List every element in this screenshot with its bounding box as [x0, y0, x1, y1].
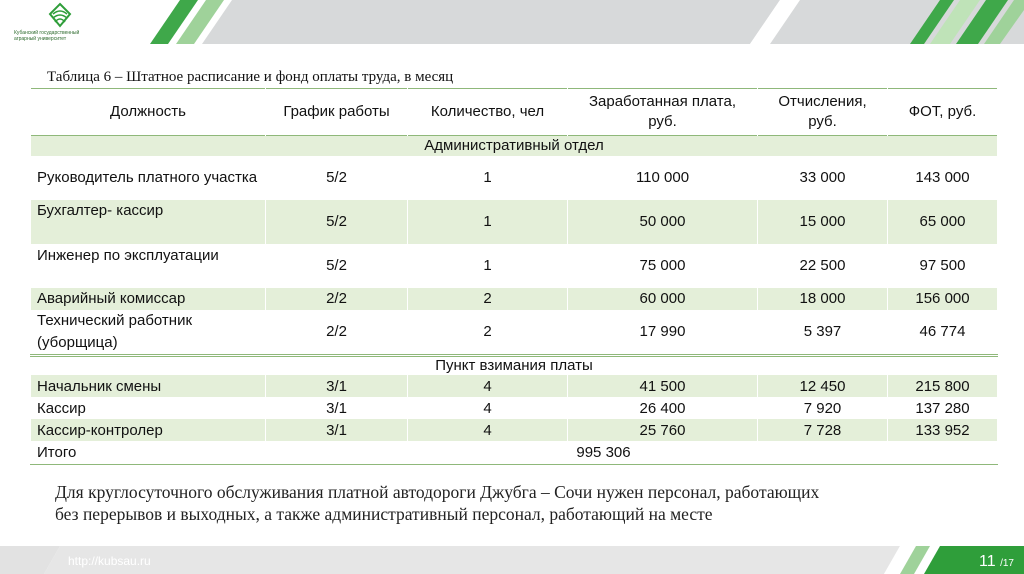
- table-row: [31, 375, 998, 397]
- current-page: 11: [979, 553, 996, 570]
- col-header-salary: Заработанная плата, руб.: [568, 89, 758, 136]
- cell-deductions: 33 000: [758, 156, 888, 200]
- cell-deductions: 15 000: [758, 200, 888, 244]
- cell-schedule: 3/1: [266, 375, 408, 397]
- cell-position: Технический работник (уборщица): [31, 310, 266, 356]
- cell-count: 2: [408, 310, 568, 356]
- cell-count: 1: [408, 156, 568, 200]
- cell-salary: 50 000: [568, 200, 758, 244]
- note-paragraph: [55, 481, 819, 525]
- total-row: [31, 441, 998, 464]
- total-pages: /17: [1000, 558, 1014, 569]
- section-title: Пункт взимания платы: [31, 355, 998, 375]
- cell-fot: 143 000: [888, 156, 998, 200]
- col-header-deductions: Отчисления, руб.: [758, 89, 888, 136]
- cell-count: 1: [408, 200, 568, 244]
- cell-deductions: 7 728: [758, 419, 888, 441]
- col-header-count: Количество, чел: [408, 89, 568, 136]
- cell-deductions: 22 500: [758, 244, 888, 288]
- col-header-position: Должность: [31, 89, 266, 136]
- cell-fot: 215 800: [888, 375, 998, 397]
- section-header-toll: [31, 355, 998, 375]
- cell-schedule: 2/2: [266, 288, 408, 310]
- cell-count: 4: [408, 375, 568, 397]
- total-label: Итого: [31, 441, 266, 464]
- header-band: [150, 0, 1024, 44]
- cell-count: 4: [408, 397, 568, 419]
- staff-table: [30, 88, 998, 465]
- col-header-fot: ФОТ, руб.: [888, 89, 998, 136]
- table-row: [31, 397, 998, 419]
- cell-position: Аварийный комиссар: [31, 288, 266, 310]
- cell-position: Бухгалтер- кассир: [31, 200, 266, 244]
- table-row: [31, 200, 998, 244]
- cell-salary: 26 400: [568, 397, 758, 419]
- cell-schedule: 2/2: [266, 310, 408, 356]
- table-row: [31, 419, 998, 441]
- table-caption: Таблица 6 – Штатное расписание и фонд оплаты труда, в месяц: [47, 69, 454, 85]
- cell-count: 1: [408, 244, 568, 288]
- cell-count: 2: [408, 288, 568, 310]
- cell-schedule: 3/1: [266, 419, 408, 441]
- cell-fot: 156 000: [888, 288, 998, 310]
- cell-schedule: 3/1: [266, 397, 408, 419]
- cell-deductions: 7 920: [758, 397, 888, 419]
- cell-position: Кассир: [31, 397, 266, 419]
- table-row: [31, 156, 998, 200]
- cell-deductions: 18 000: [758, 288, 888, 310]
- logo-text: Кубанский государственный аграрный университет: [14, 30, 80, 42]
- cell-salary: 41 500: [568, 375, 758, 397]
- cell-deductions: 12 450: [758, 375, 888, 397]
- cell-schedule: 5/2: [266, 200, 408, 244]
- total-value: 995 306: [266, 441, 888, 464]
- section-title: Административный отдел: [31, 136, 998, 156]
- cell-position: Начальник смены: [31, 375, 266, 397]
- cell-salary: 60 000: [568, 288, 758, 310]
- cell-schedule: 5/2: [266, 156, 408, 200]
- cell-position: Кассир-контролер: [31, 419, 266, 441]
- cell-count: 4: [408, 419, 568, 441]
- section-header-admin: [31, 136, 998, 156]
- cell-deductions: 5 397: [758, 310, 888, 356]
- page-number: [979, 553, 1014, 571]
- cell-salary: 17 990: [568, 310, 758, 356]
- col-header-schedule: График работы: [266, 89, 408, 136]
- table-row: [31, 244, 998, 288]
- cell-position: Инженер по эксплуатации: [31, 244, 266, 288]
- cell-fot: 137 280: [888, 397, 998, 419]
- note-line-2: без перерывов и выходных, а также административный персонал, работающий на месте: [55, 504, 713, 524]
- footer-band: [0, 546, 1024, 574]
- footer-url-link[interactable]: http://kubsau.ru: [68, 554, 151, 568]
- cell-fot: 46 774: [888, 310, 998, 356]
- cell-schedule: 5/2: [266, 244, 408, 288]
- table-row: [31, 310, 998, 356]
- cell-fot: 97 500: [888, 244, 998, 288]
- note-line-1: Для круглосуточного обслуживания платной автодороги Джубга – Сочи нужен персонал, работающих: [55, 482, 820, 502]
- cell-fot: 133 952: [888, 419, 998, 441]
- table-row: [31, 288, 998, 310]
- cell-fot: 65 000: [888, 200, 998, 244]
- cell-salary: 75 000: [568, 244, 758, 288]
- table-header-row: [31, 89, 998, 136]
- cell-position: Руководитель платного участка: [31, 156, 266, 200]
- cell-salary: 110 000: [568, 156, 758, 200]
- total-empty-cell: [888, 441, 998, 464]
- cell-salary: 25 760: [568, 419, 758, 441]
